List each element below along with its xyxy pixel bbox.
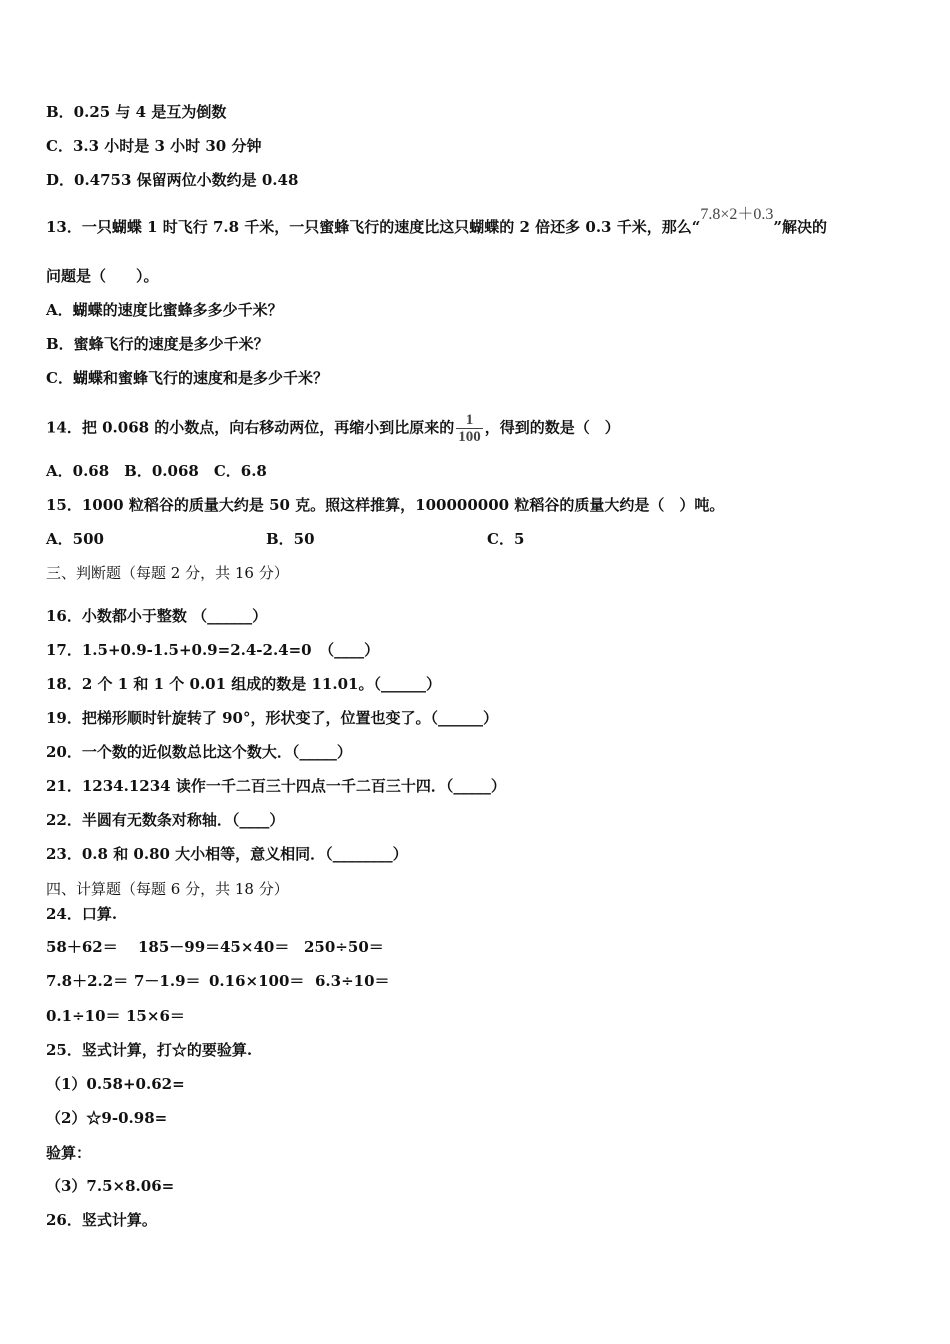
q13-option-c: C．蝴蝶和蜜蜂飞行的速度和是多少千米？ [46, 369, 328, 387]
q25-part-1: （1）0.58+0.62= [46, 1075, 185, 1093]
q24-r2-c3: 0.16×100＝ [209, 972, 305, 990]
judge-item-17: 17．1.5+0.9-1.5+0.9=2.4-2.4=0 （____） [46, 641, 380, 659]
q13-stem-continued: 问题是（ ）。 [46, 267, 159, 285]
q25-part-2: （2）☆9-0.98= [46, 1109, 168, 1127]
q14-fraction-denominator: 100 [458, 429, 481, 445]
q24-r2-c1: 7.8＋2.2＝ [46, 972, 129, 990]
q13-option-b: B．蜜蜂飞行的速度是多少千米？ [46, 335, 269, 353]
section-3-heading: 三、判断题（每题 2 分，共 16 分） [46, 564, 289, 582]
q12-option-d: D．0.4753 保留两位小数约是 0.48 [46, 171, 299, 189]
q24-r1-c4: 250÷50＝ [304, 938, 384, 956]
q12-option-b: B．0.25 与 4 是互为倒数 [46, 103, 227, 121]
q25-check-label: 验算： [46, 1144, 92, 1162]
q24-r2-c2: 7－1.9＝ [134, 972, 201, 990]
judge-item-20: 20．一个数的近似数总比这个数大．（_____） [46, 743, 352, 761]
q24-r2-c4: 6.3÷10＝ [315, 972, 390, 990]
q13-stem-pre: 13．一只蝴蝶 1 时飞行 7.8 千米，一只蜜蜂飞行的速度比这只蝴蝶的 2 倍还多 0.3 千米，那么“ [46, 218, 701, 236]
q24-r3-c2: 15×6＝ [126, 1007, 185, 1025]
q24-row-2 [46, 971, 390, 991]
q12-option-c: C．3.3 小时是 3 小时 30 分钟 [46, 137, 262, 155]
q14-stem-pre: 14．把 0.068 的小数点，向右移动两位，再缩小到比原来的 [46, 418, 455, 437]
q14-fraction [456, 412, 483, 445]
q14-stem [46, 412, 620, 445]
q13-stem [46, 206, 828, 238]
q14-fraction-numerator: 1 [456, 412, 483, 429]
q25-title: 25．竖式计算，打☆的要验算. [46, 1041, 253, 1059]
q24-r1-c2: 185－99＝ [138, 938, 221, 956]
q24-row-1 [46, 937, 384, 957]
judge-item-23: 23．0.8 和 0.80 大小相等，意义相同．（________） [46, 845, 408, 863]
q24-r3-c1: 0.1÷10＝ [46, 1007, 121, 1025]
q15-stem: 15．1000 粒稻谷的质量大约是 50 克。照这样推算，100000000 粒稻谷的质量大约是（ ）吨。 [46, 496, 725, 514]
q26-title: 26．竖式计算。 [46, 1211, 157, 1229]
judge-item-22: 22．半圆有无数条对称轴．（____） [46, 811, 285, 829]
q24-r1-c3: 45×40＝ [220, 938, 290, 956]
q13-option-a: A．蝴蝶的速度比蜜蜂多多少千米？ [46, 301, 283, 319]
section-4-heading: 四、计算题（每题 6 分，共 18 分） [46, 880, 289, 898]
q15-option-c: C．5 [487, 530, 525, 548]
judge-item-19: 19．把梯形顺时针旋转了 90°，形状变了，位置也变了。（______） [46, 709, 498, 727]
q13-stem-post: ”解决的 [773, 218, 828, 236]
q14-stem-post: ，得到的数是（ ） [484, 418, 620, 437]
q15-option-a: A．500 [46, 530, 104, 548]
q25-part-3: （3）7.5×8.06= [46, 1177, 175, 1195]
q24-title: 24．口算. [46, 905, 118, 923]
q13-expression: 7.8×2＋0.3 [700, 206, 774, 223]
judge-item-16: 16．小数都小于整数 （______） [46, 607, 268, 625]
judge-item-18: 18．2 个 1 和 1 个 0.01 组成的数是 11.01。（______） [46, 675, 441, 693]
q24-row-3 [46, 1006, 185, 1026]
q24-r1-c1: 58＋62＝ [46, 938, 118, 956]
q15-option-b: B．50 [266, 530, 315, 548]
judge-item-21: 21．1234.1234 读作一千二百三十四点一千二百三十四．（_____） [46, 777, 506, 795]
q14-options: A．0.68 B．0.068 C．6.8 [46, 462, 267, 480]
